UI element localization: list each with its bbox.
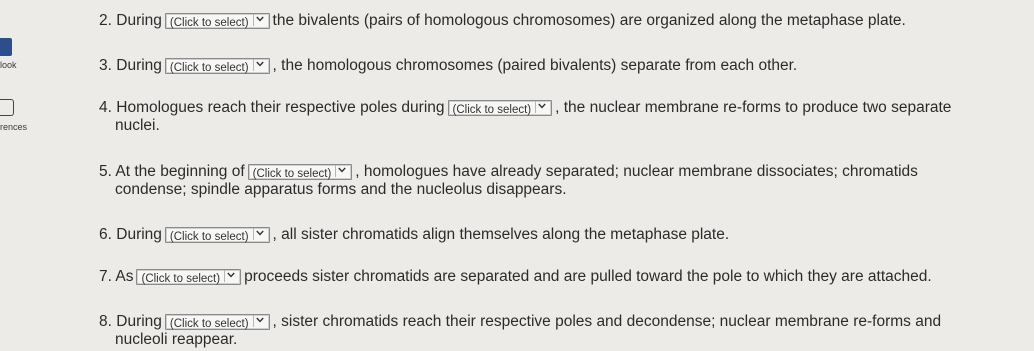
- question-text-after: , the homologous chromosomes (paired bivalents) separate from each other.: [272, 57, 798, 74]
- question-text-after: , homologues have already separated; nuclear membrane dissociates; chromatids: [355, 163, 918, 180]
- chevron-down-icon[interactable]: [253, 14, 266, 26]
- select-placeholder: (Click to select): [169, 17, 249, 29]
- question-number: 6.: [99, 226, 112, 243]
- question-number: 5.: [99, 163, 112, 180]
- answer-select-6[interactable]: [165, 227, 270, 243]
- select-placeholder: (Click to select): [141, 273, 221, 285]
- question-text-before: At the beginning of: [115, 163, 245, 180]
- question-3: [99, 57, 999, 75]
- select-placeholder: (Click to select): [169, 62, 249, 74]
- question-5: [99, 163, 999, 199]
- question-number: 8.: [99, 313, 112, 330]
- answer-select-4[interactable]: [448, 100, 553, 116]
- question-text-before: During: [116, 57, 162, 74]
- question-8: [99, 313, 999, 349]
- question-text-after: , sister chromatids reach their respective poles and decondense; nuclear membrane re-forms and: [272, 313, 942, 330]
- question-text-continued: nucleoli reappear.: [115, 331, 238, 348]
- chevron-down-icon[interactable]: [535, 101, 548, 113]
- select-placeholder: (Click to select): [252, 168, 332, 180]
- chevron-down-icon[interactable]: [253, 315, 266, 327]
- sidebar-references-label[interactable]: rences: [0, 122, 28, 132]
- chevron-down-icon[interactable]: [253, 59, 266, 71]
- question-number: 4.: [99, 99, 112, 116]
- question-text-before: As: [115, 268, 134, 285]
- select-placeholder: (Click to select): [169, 318, 249, 330]
- question-text-after: the bivalents (pairs of homologous chromosomes) are organized along the metaphase plate.: [272, 12, 906, 29]
- question-number: 2.: [99, 12, 112, 29]
- book-icon[interactable]: [0, 38, 12, 56]
- question-text-before: During: [116, 12, 162, 29]
- question-6: [99, 226, 999, 244]
- question-text-continued: condense; spindle apparatus forms and the nucleolus disappears.: [115, 181, 567, 198]
- answer-select-2[interactable]: [165, 13, 270, 29]
- question-text-continued: nuclei.: [115, 117, 160, 134]
- sidebar: [0, 0, 60, 351]
- question-text-before: During: [116, 226, 162, 243]
- answer-select-3[interactable]: [165, 58, 270, 74]
- question-text-after: proceeds sister chromatids are separated and are pulled toward the pole to which they are attached.: [244, 268, 932, 285]
- chevron-down-icon[interactable]: [224, 270, 237, 282]
- references-icon[interactable]: [0, 99, 14, 116]
- question-text-before: During: [116, 313, 162, 330]
- question-number: 3.: [99, 57, 112, 74]
- answer-select-8[interactable]: [165, 314, 270, 330]
- answer-select-7[interactable]: [136, 269, 241, 285]
- question-text-after: , the nuclear membrane re-forms to produce two separate: [555, 99, 952, 116]
- question-4: [99, 99, 999, 135]
- sidebar-book-label[interactable]: look: [0, 60, 17, 70]
- chevron-down-icon[interactable]: [253, 228, 266, 240]
- chevron-down-icon[interactable]: [335, 165, 348, 177]
- question-number: 7.: [99, 268, 112, 285]
- question-2: [99, 12, 999, 30]
- answer-select-5[interactable]: [248, 164, 353, 180]
- select-placeholder: (Click to select): [169, 231, 249, 243]
- question-7: [99, 268, 999, 286]
- question-text-before: Homologues reach their respective poles during: [116, 99, 445, 116]
- select-placeholder: (Click to select): [452, 104, 532, 116]
- question-text-after: , all sister chromatids align themselves along the metaphase plate.: [272, 226, 730, 243]
